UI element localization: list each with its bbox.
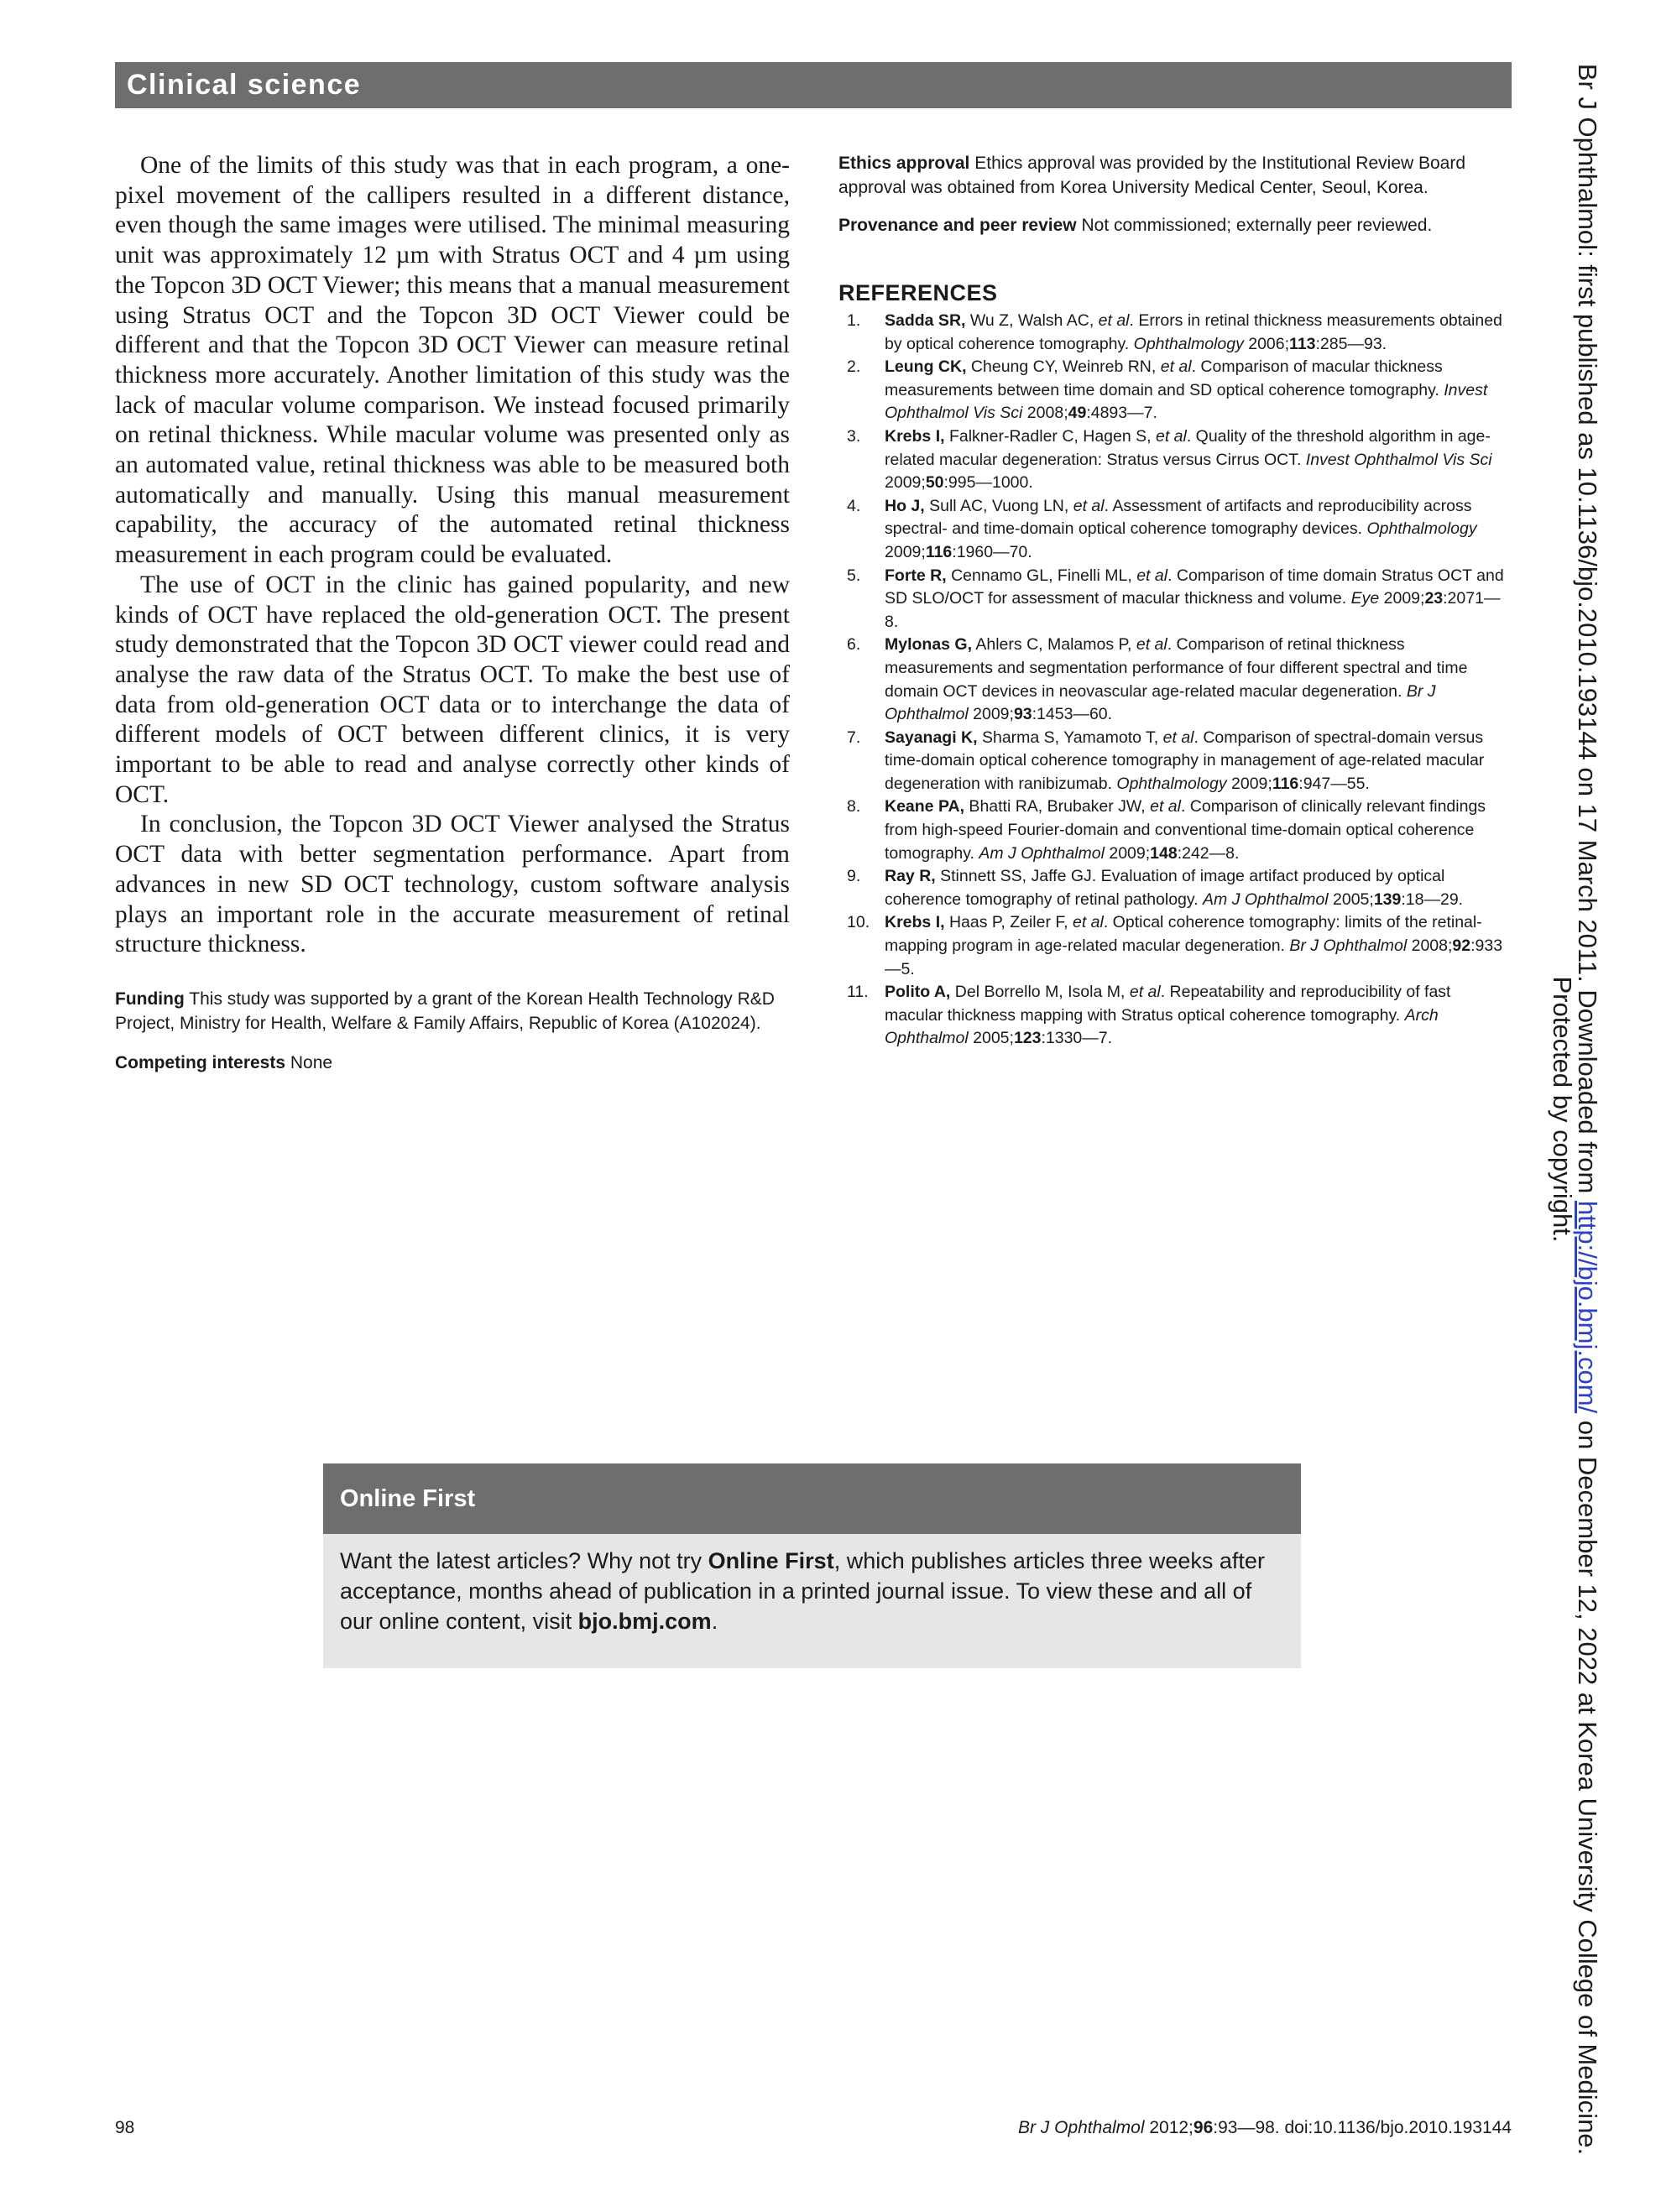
- reference-title: . Comparison of clinically relevant findings from high-speed Fourier-domain and conventional time-domain optical coherence tomography.: [885, 797, 1486, 863]
- source-link[interactable]: http://bjo.bmj.com/: [1573, 1200, 1602, 1414]
- reference-journal: Arch Ophthalmol: [885, 1005, 1439, 1048]
- reference-volume: 92: [1452, 936, 1471, 956]
- reference-item: [838, 727, 1513, 796]
- reference-authors: Del Borrello M, Isola M,: [950, 983, 1130, 1002]
- reference-pages: :285—93.: [1315, 334, 1387, 353]
- reference-year: 2006;: [1243, 334, 1290, 353]
- reference-et-al: et al: [1162, 728, 1194, 747]
- reference-year: 2005;: [1328, 889, 1374, 909]
- reference-first-author: Keane PA,: [885, 797, 965, 816]
- reference-et-al: et al: [1073, 496, 1105, 515]
- references-list: [838, 310, 1513, 1051]
- reference-year: 2009;: [885, 473, 926, 493]
- provenance-note: [838, 213, 1513, 237]
- reference-journal: Eye: [1350, 589, 1380, 608]
- reference-pages: :1330—7.: [1041, 1029, 1113, 1048]
- reference-authors: Stinnett SS, Jaffe GJ. Evaluation of image artifact produced by optical coherence tomography of retinal pathology.: [885, 867, 1445, 909]
- reference-first-author: Krebs I,: [885, 913, 945, 932]
- reference-title: . Comparison of macular thickness measurements between time domain and SD optical coherence tomography.: [885, 357, 1444, 399]
- citation-footer: [1018, 2118, 1512, 2138]
- provenance-text: Not commissioned; externally peer reviewed.: [1076, 216, 1433, 235]
- competing-interests-note: [115, 1051, 790, 1075]
- reference-pages: :4893—7.: [1086, 404, 1157, 423]
- reference-number: 7.: [847, 728, 861, 747]
- reference-item: [838, 310, 1513, 356]
- body-paragraph: One of the limits of this study was that in each program, a one-pixel movement of the callipers resulted in a different distance, even though the same images were utilised. The minimal measuring unit was approximately 12 µm with Stratus OCT and 4 µm using the Topcon 3D OCT Viewer; this means that a manual measurement using Stratus OCT and the Topcon 3D OCT Viewer could be different and that the Topcon 3D OCT Viewer can measure retinal thickness more accurately. Another limitation of this study was the lack of macular volume comparison. We instead focused primarily on retinal thickness. While macular volume was presented only as an automated value, retinal thickness was able to be measured both automatically and manually. Using this manual measurement capability, the accuracy of the automated retinal thickness measurement in each program could be evaluated.: [115, 152, 790, 569]
- reference-et-al: et al: [1136, 635, 1167, 655]
- reference-item: [838, 565, 1513, 634]
- page-number: 98: [115, 2118, 135, 2137]
- reference-number: 4.: [847, 496, 861, 515]
- reference-title: . Comparison of time domain Stratus OCT and SD SLO/OCT for assessment of macular thickness and volume.: [885, 566, 1504, 608]
- online-first-emphasis: Online First: [708, 1548, 834, 1573]
- reference-volume: 93: [1013, 705, 1032, 724]
- journal-website-link[interactable]: bjo.bmj.com: [577, 1609, 712, 1634]
- sidebar-text-before: Br J Ophthalmol: first published as 10.1136/bjo.2010.193144 on 17 March 2011. Downloaded from: [1573, 63, 1602, 1201]
- competing-label: Competing interests: [115, 1052, 286, 1072]
- reference-number: 8.: [847, 797, 861, 816]
- sidebar-text-after: on December 12, 2022 at Korea University College of Medicine.: [1573, 1413, 1602, 2156]
- sidebar-line: [1575, 52, 1600, 2167]
- reference-title: . Comparison of retinal thickness measurements and segmentation performance of four different spectral and time domain OCT devices in neovascular age-related macular degeneration.: [885, 635, 1468, 701]
- reference-volume: 123: [1013, 1029, 1042, 1048]
- reference-authors: Ahlers C, Malamos P,: [972, 635, 1136, 655]
- reference-number: 9.: [847, 867, 861, 886]
- reference-year: 2009;: [885, 542, 926, 561]
- reference-authors: Sull AC, Vuong LN,: [924, 496, 1073, 515]
- reference-authors: Sharma S, Yamamoto T,: [977, 728, 1163, 747]
- online-first-box: [323, 1463, 1301, 1668]
- reference-year: 2008;: [1022, 404, 1068, 423]
- reference-et-al: et al: [1136, 566, 1168, 585]
- reference-item: [838, 634, 1513, 726]
- ethics-label: Ethics approval: [838, 154, 970, 173]
- reference-volume: 49: [1068, 404, 1087, 423]
- body-paragraph: The use of OCT in the clinic has gained popularity, and new kinds of OCT have replaced the old-generation OCT. The present study demonstrated that the Topcon 3D OCT viewer could read and analyse the raw data of the Stratus OCT. To make the best use of data from old-generation OCT data or to interchange the data of different models of OCT between different clinics, it is very important to be able to read and analyse correctly other kinds of OCT.: [115, 571, 790, 808]
- reference-journal: Invest Ophthalmol Vis Sci: [1305, 450, 1492, 469]
- reference-title: . Assessment of artifacts and reproducibility across spectral- and time-domain optical coherence tomography devices.: [885, 496, 1472, 539]
- online-first-text: , which publishes articles three weeks after acceptance, months ahead of publication in a printed journal issue. To view these and all of our online content, visit: [340, 1548, 1265, 1634]
- reference-first-author: Forte R,: [885, 566, 947, 585]
- reference-first-author: Mylonas G,: [885, 635, 973, 655]
- reference-volume: 23: [1424, 589, 1444, 608]
- reference-volume: 139: [1373, 889, 1402, 909]
- reference-journal: Br J Ophthalmol: [885, 681, 1436, 724]
- reference-volume: 148: [1150, 843, 1178, 863]
- reference-pages: :995—1000.: [943, 473, 1033, 493]
- reference-first-author: Polito A,: [885, 983, 951, 1002]
- reference-item: [838, 865, 1513, 911]
- reference-volume: 116: [1272, 774, 1299, 793]
- reference-journal: Invest Ophthalmol Vis Sci: [885, 380, 1488, 423]
- reference-journal: Ophthalmology: [1116, 774, 1227, 793]
- funding-text: This study was supported by a grant of the Korean Health Technology R&D Project, Ministry for Health, Welfare & Family Affairs, Republic of Korea (A102024).: [115, 989, 775, 1033]
- reference-item: [838, 425, 1513, 495]
- reference-number: 2.: [847, 357, 861, 377]
- ethics-note: [838, 151, 1513, 200]
- reference-number: 5.: [847, 566, 861, 585]
- copyright-sidebar: [1549, 52, 1600, 2167]
- footer-journal: Br J Ophthalmol: [1017, 2118, 1145, 2137]
- reference-et-al: et al: [1160, 357, 1192, 377]
- online-first-title: Online First: [323, 1463, 1301, 1534]
- reference-item: [838, 911, 1513, 981]
- reference-et-al: et al: [1155, 426, 1187, 446]
- reference-first-author: Sayanagi K,: [885, 728, 978, 747]
- reference-first-author: Sadda SR,: [885, 311, 966, 330]
- reference-journal: Br J Ophthalmol: [1289, 936, 1408, 956]
- left-column: [115, 151, 790, 1075]
- reference-year: 2005;: [968, 1029, 1014, 1048]
- online-first-body: [323, 1534, 1301, 1636]
- reference-journal: Am J Ophthalmol: [1203, 889, 1329, 909]
- reference-authors: Wu Z, Walsh AC,: [965, 311, 1099, 330]
- footer-year: 2012;: [1144, 2118, 1194, 2137]
- sidebar-copyright: Protected by copyright.: [1548, 976, 1577, 1243]
- reference-pages: :947—55.: [1298, 774, 1370, 793]
- reference-item: [838, 356, 1513, 425]
- reference-pages: :242—8.: [1177, 843, 1240, 863]
- reference-volume: 113: [1289, 334, 1316, 353]
- reference-pages: :933—5.: [885, 936, 1503, 978]
- reference-first-author: Ho J,: [885, 496, 925, 515]
- reference-item: [838, 495, 1513, 565]
- reference-title: . Optical coherence tomography: limits of the retinal-mapping program in age-related macular degeneration.: [885, 913, 1482, 956]
- online-first-text: .: [711, 1609, 718, 1634]
- reference-volume: 116: [925, 542, 953, 561]
- reference-pages: :2071—8.: [885, 589, 1501, 631]
- online-first-text: Want the latest articles? Why not try: [340, 1548, 708, 1573]
- reference-title: . Repeatability and reproducibility of fast macular thickness mapping with Stratus optical coherence tomography.: [885, 983, 1451, 1025]
- reference-authors: Cennamo GL, Finelli ML,: [946, 566, 1137, 585]
- reference-pages: :1453—60.: [1032, 705, 1113, 724]
- reference-volume: 50: [925, 473, 944, 493]
- reference-year: 2009;: [1379, 589, 1425, 608]
- reference-title: . Quality of the threshold algorithm in age-related macular degeneration: Stratus versus Cirrus OCT.: [885, 426, 1491, 469]
- reference-item: [838, 796, 1513, 865]
- provenance-label: Provenance and peer review: [838, 216, 1077, 235]
- reference-et-al: et al: [1098, 311, 1130, 330]
- reference-number: 6.: [847, 635, 861, 655]
- reference-number: 1.: [847, 311, 861, 330]
- section-header: [115, 62, 1512, 108]
- reference-year: 2009;: [1104, 843, 1151, 863]
- footer-rest: :93—98. doi:10.1136/bjo.2010.193144: [1213, 2118, 1512, 2137]
- body-paragraph: In conclusion, the Topcon 3D OCT Viewer analysed the Stratus OCT data with better segmentation performance. Apart from advances in new SD OCT technology, custom software analysis plays an important role in the accurate measurement of retinal structure thickness.: [115, 811, 790, 958]
- reference-first-author: Krebs I,: [885, 426, 945, 446]
- footer-volume: 96: [1193, 2118, 1214, 2137]
- reference-number: 3.: [847, 426, 861, 446]
- reference-et-al: et al: [1072, 913, 1104, 932]
- reference-first-author: Ray R,: [885, 867, 936, 886]
- right-column: [838, 151, 1513, 1051]
- reference-item: [838, 981, 1513, 1051]
- reference-authors: Bhatti RA, Brubaker JW,: [964, 797, 1151, 816]
- reference-year: 2009;: [1226, 774, 1272, 793]
- reference-journal: Ophthalmology: [1133, 334, 1244, 353]
- references-heading: REFERENCES: [838, 280, 998, 305]
- funding-note: [115, 987, 790, 1036]
- reference-authors: Cheung CY, Weinreb RN,: [966, 357, 1161, 377]
- reference-journal: Am J Ophthalmol: [979, 843, 1105, 863]
- reference-number: 11.: [847, 983, 869, 1002]
- reference-authors: Falkner-Radler C, Hagen S,: [944, 426, 1156, 446]
- reference-number: 10.: [847, 913, 870, 932]
- reference-title: . Errors in retinal thickness measurements obtained by optical coherence tomography.: [885, 311, 1502, 353]
- reference-year: 2008;: [1407, 936, 1453, 956]
- reference-year: 2009;: [968, 705, 1014, 724]
- reference-title: . Comparison of spectral-domain versus time-domain optical coherence tomography in management of age-related macular degeneration with ranibizumab.: [885, 728, 1485, 793]
- section-title: Clinical science: [127, 69, 362, 101]
- reference-et-al: et al: [1150, 797, 1181, 816]
- reference-et-al: et al: [1129, 983, 1161, 1002]
- competing-text: None: [285, 1052, 333, 1072]
- reference-authors: Haas P, Zeiler F,: [944, 913, 1073, 932]
- reference-pages: :18—29.: [1401, 889, 1464, 909]
- reference-journal: Ophthalmology: [1366, 519, 1477, 539]
- reference-pages: :1960—70.: [952, 542, 1032, 561]
- ethics-text: Ethics approval was provided by the Institutional Review Board approval was obtained from Korea University Medical Center, Seoul, Korea.: [838, 154, 1466, 197]
- funding-label: Funding: [115, 989, 185, 1009]
- reference-first-author: Leung CK,: [885, 357, 967, 377]
